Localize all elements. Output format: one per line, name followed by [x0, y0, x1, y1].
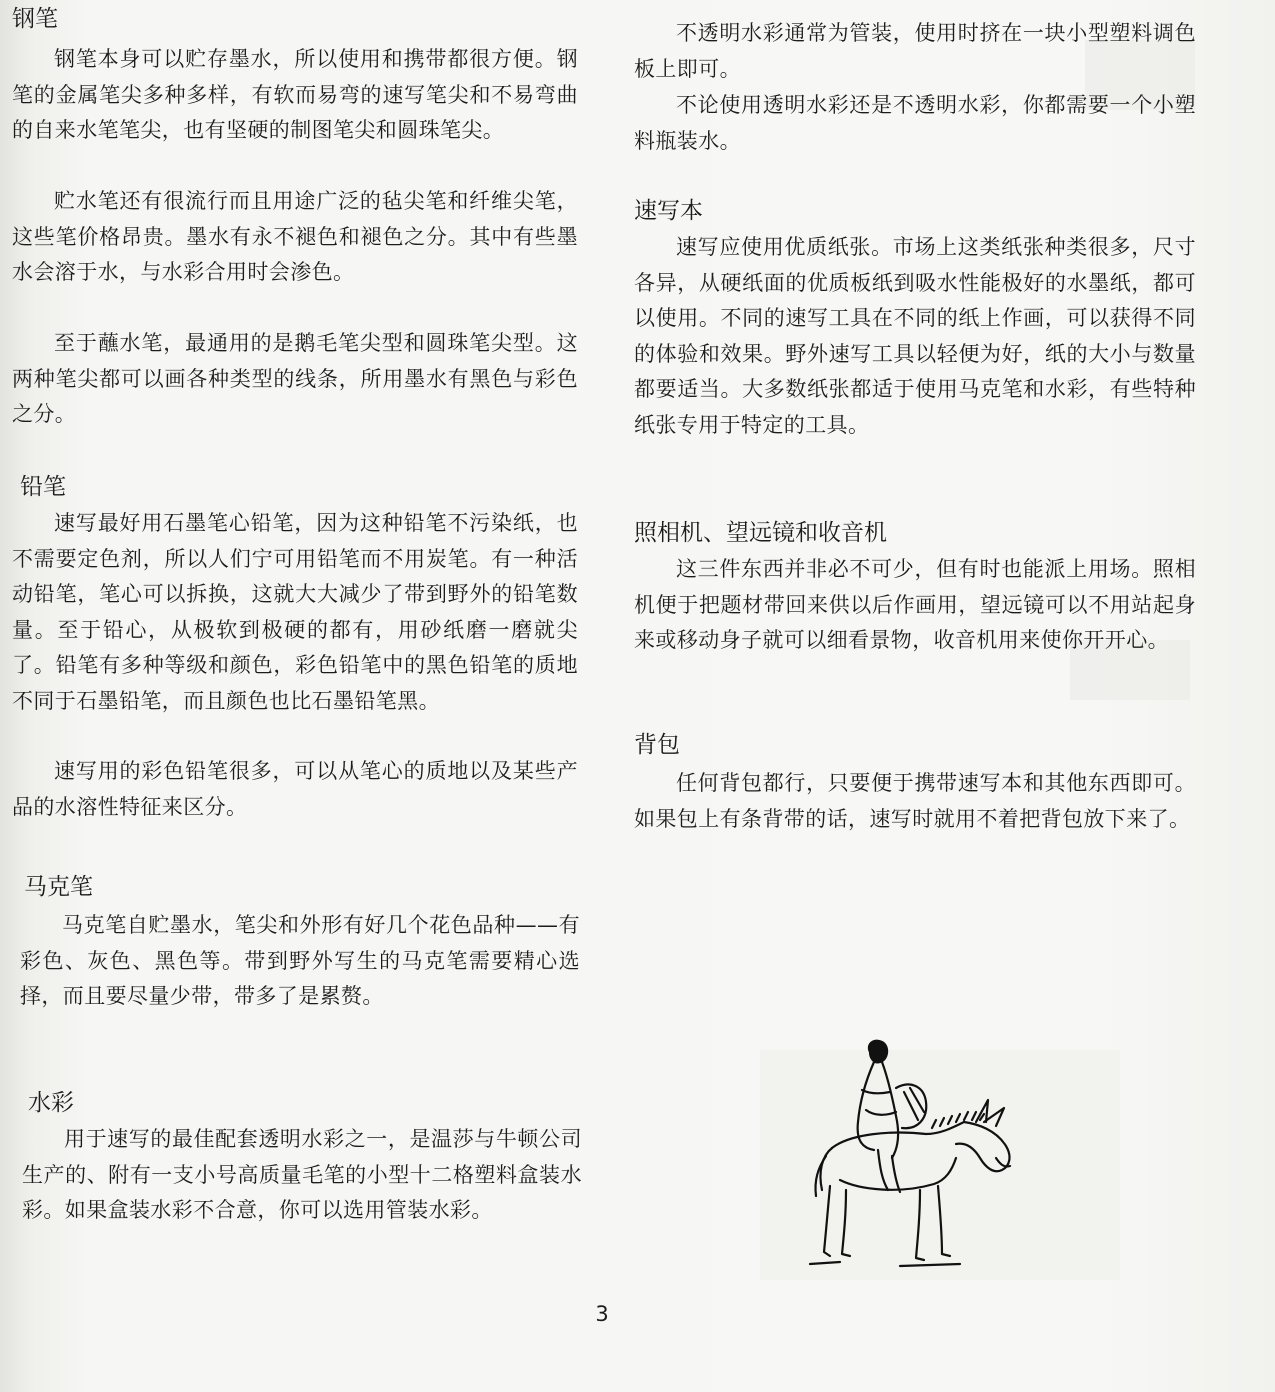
heading-camera: 照相机、望远镜和收音机 — [634, 520, 887, 546]
donkey-rider-sketch — [800, 1030, 1030, 1275]
watercolor-paragraph-3: 不论使用透明水彩还是不透明水彩，你都需要一个小塑料瓶装水。 — [634, 93, 1196, 153]
heading-pen: 钢笔 — [12, 6, 58, 32]
backpack-paragraph-1: 任何背包都行，只要便于携带速写本和其他东西即可。如果包上有条背带的话，速写时就用不着把背包放下来了。 — [634, 771, 1196, 831]
camera-paragraph-1: 这三件东西并非必不可少，但有时也能派上用场。照相机便于把题材带回来供以后作画用，望远镜可以不用站起身来或移动身子就可以细看景物，收音机用来使你开开心。 — [634, 557, 1196, 652]
heading-marker: 马克笔 — [24, 874, 93, 900]
heading-pencil: 铅笔 — [20, 474, 66, 500]
page-number: 3 — [595, 1302, 609, 1326]
pen-paragraph-2: 贮水笔还有很流行而且用途广泛的毡尖笔和纤维尖笔，这些笔价格昂贵。墨水有永不褪色和褪色之分。其中有些墨水会溶于水，与水彩合用时会渗色。 — [12, 189, 578, 284]
heading-watercolor: 水彩 — [28, 1090, 74, 1116]
pencil-paragraph-1: 速写最好用石墨笔心铅笔，因为这种铅笔不污染纸，也不需要定色剂，所以人们宁可用铅笔而不用炭笔。有一种活动铅笔，笔心可以拆换，这就大大减少了带到野外的铅笔数量。至于铅心，从极软到极硬的都有，用砂纸磨一磨就尖了。铅笔有多种等级和颜色，彩色铅笔中的黑色铅笔的质地不同于石墨铅笔，而且颜色也比石墨铅笔黑。 — [12, 511, 578, 713]
heading-backpack: 背包 — [634, 732, 680, 758]
pencil-paragraph-2: 速写用的彩色铅笔很多，可以从笔心的质地以及某些产品的水溶性特征来区分。 — [12, 759, 578, 819]
watercolor-paragraph-2: 不透明水彩通常为管装，使用时挤在一块小型塑料调色板上即可。 — [634, 21, 1196, 81]
heading-sketchbook: 速写本 — [634, 198, 703, 224]
sketchbook-paragraph-1: 速写应使用优质纸张。市场上这类纸张种类很多，尺寸各异，从硬纸面的优质板纸到吸水性能极好的水墨纸，都可以使用。不同的速写工具在不同的纸上作画，可以获得不同的体验和效果。野外速写工具以轻便为好，纸的大小与数量都要适当。大多数纸张都适于使用马克笔和水彩，有些特种纸张专用于特定的工具。 — [634, 235, 1196, 437]
marker-paragraph-1: 马克笔自贮墨水，笔尖和外形有好几个花色品种——有彩色、灰色、黑色等。带到野外写生的马克笔需要精心选择，而且要尽量少带，带多了是累赘。 — [20, 913, 580, 1008]
pen-paragraph-1: 钢笔本身可以贮存墨水，所以使用和携带都很方便。钢笔的金属笔尖多种多样，有软而易弯的速写笔尖和不易弯曲的自来水笔笔尖，也有坚硬的制图笔尖和圆珠笔尖。 — [12, 47, 578, 142]
pen-paragraph-3: 至于蘸水笔，最通用的是鹅毛笔尖型和圆珠笔尖型。这两种笔尖都可以画各种类型的线条，所用墨水有黑色与彩色之分。 — [12, 331, 578, 426]
watercolor-paragraph-1: 用于速写的最佳配套透明水彩之一，是温莎与牛顿公司生产的、附有一支小号高质量毛笔的小型十二格塑料盒装水彩。如果盒装水彩不合意，你可以选用管装水彩。 — [22, 1127, 582, 1222]
